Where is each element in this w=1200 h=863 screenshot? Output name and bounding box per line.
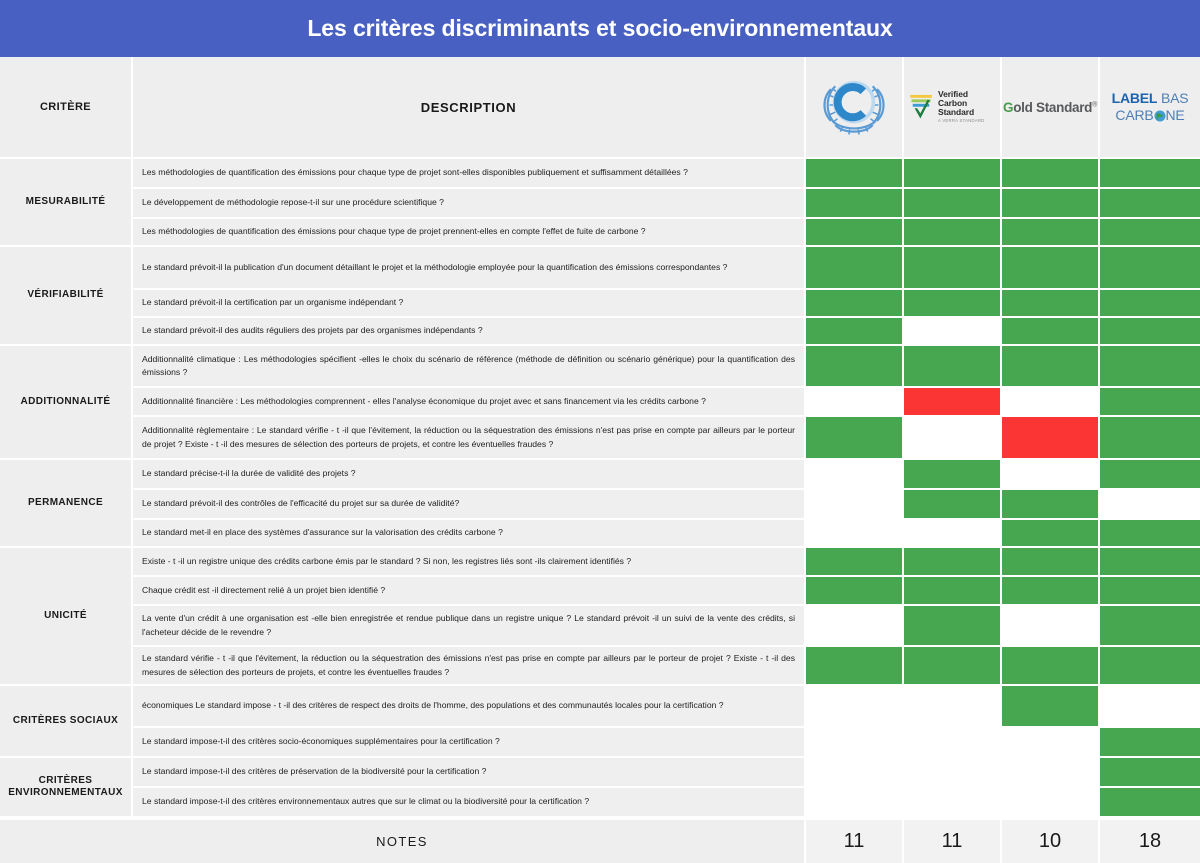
mark-cell-gold[interactable] (1002, 548, 1100, 575)
mark-cell-vcs[interactable] (904, 606, 1002, 645)
criterion-label: PERMANENCE (27, 496, 104, 508)
mark-cell-gold[interactable] (1002, 606, 1100, 645)
verified-carbon-standard-logo (908, 90, 996, 123)
description-cell (133, 290, 806, 316)
mark-cell-lbc[interactable] (1100, 686, 1200, 726)
mark-cell-vcs[interactable] (904, 388, 1002, 415)
mark-cell-lbc[interactable] (1100, 159, 1200, 187)
description-text: Additionnalité règlementaire : Le standard vérifie - t -il que l'évitement, la réduction ou la séquestration des émissions n'est pas prise en compte par ailleurs par le porteur de projet ? Existe - t -il des mesures de sélection des porteurs de projets, et contre les éventuelles fraudes ? (142, 425, 795, 449)
description-cell (133, 490, 806, 518)
description-cell (133, 606, 806, 645)
mark-cell-unfccc[interactable] (806, 520, 904, 546)
table-row (133, 728, 1200, 756)
gold-standard-logo: Gold Standard® (1003, 99, 1097, 115)
description-cell (133, 388, 806, 415)
mark-cell-lbc[interactable] (1100, 577, 1200, 604)
mark-cell-vcs[interactable] (904, 788, 1002, 816)
description-text: Les méthodologies de quantification des émissions pour chaque type de projet prennent-elles en compte l'effet de fuite de carbone ? (142, 226, 646, 237)
mark-cell-unfccc[interactable] (806, 290, 904, 316)
mark-cell-unfccc[interactable] (806, 577, 904, 604)
group-rows (133, 346, 1200, 458)
header-label-description: DESCRIPTION (420, 99, 517, 115)
vcs-wordmark (938, 90, 996, 123)
mark-cell-gold[interactable] (1002, 490, 1100, 518)
unfccc-logo (818, 68, 890, 147)
table-row (133, 388, 1200, 417)
description-cell (133, 219, 806, 245)
mark-cell-vcs[interactable] (904, 647, 1002, 684)
description-text: La vente d'un crédit à une organisation est -elle bien enregistrée et rendue publique dans un registre unique ? Le standard prévoit -il un suivi de la vente des crédits, si l'acheteur décide de le revendre ? (142, 613, 795, 637)
criterion-label: MESURABILITÉ (25, 195, 106, 207)
description-text: Le standard met-il en place des systèmes d'assurance sur la valorisation des crédits carbone ? (142, 527, 503, 538)
mark-cell-vcs[interactable] (904, 577, 1002, 604)
description-cell (133, 520, 806, 546)
mark-cell-vcs[interactable] (904, 346, 1002, 386)
description-text: Additionnalité financière : Les méthodologies comprennent - elles l'analyse économique du projet avec et sans financement via les crédits carbone ? (142, 395, 706, 406)
table-row (133, 490, 1200, 520)
criterion-label: CRITÈRES ENVIRONNEMENTAUX (8, 774, 123, 798)
table-header-row (0, 57, 1200, 159)
mark-cell-gold[interactable] (1002, 417, 1100, 458)
mark-cell-lbc[interactable] (1100, 219, 1200, 245)
vcs-line-2: Standard (938, 107, 975, 118)
mark-cell-unfccc[interactable] (806, 647, 904, 684)
header-cell-criterion (0, 57, 133, 157)
description-text: économiques Le standard impose - t -il des critères de respect des droits de l'homme, des populations et des communautés locales pour la certification ? (142, 700, 724, 711)
mark-cell-unfccc[interactable] (806, 219, 904, 245)
note-number: 11 (941, 830, 963, 852)
description-text: Le développement de méthodologie repose-t-il sur une procédure scientifique ? (142, 197, 444, 208)
mark-cell-gold[interactable] (1002, 247, 1100, 288)
mark-cell-lbc[interactable] (1100, 520, 1200, 546)
description-text: Le standard prévoit-il la certification par un organisme indépendant ? (142, 297, 404, 308)
mark-cell-unfccc[interactable] (806, 417, 904, 458)
description-cell (133, 728, 806, 756)
group-rows (133, 758, 1200, 816)
criterion-label: ADDITIONNALITÉ (20, 395, 111, 407)
mark-cell-gold[interactable] (1002, 189, 1100, 217)
criterion-label-cell (0, 548, 133, 684)
note-number: 10 (1038, 830, 1062, 852)
criteria-group (0, 686, 1200, 758)
mark-cell-vcs[interactable] (904, 758, 1002, 786)
group-rows (133, 159, 1200, 245)
mark-cell-vcs[interactable] (904, 290, 1002, 316)
description-text: Le standard vérifie - t -il que l'évitement, la réduction ou la séquestration des émissions n'est pas prise en compte par ailleurs par le porteur de projet ? Existe - t -il des mesures de sélection des porteurs de projets, et contre les éventuelles fraudes ? (142, 653, 795, 677)
description-text: Le standard impose-t-il des critères de préservation de la biodiversité pour la certification ? (142, 766, 487, 777)
mark-cell-gold[interactable] (1002, 686, 1100, 726)
mark-cell-vcs[interactable] (904, 189, 1002, 217)
table-row (133, 548, 1200, 577)
mark-cell-unfccc[interactable] (806, 189, 904, 217)
mark-cell-unfccc[interactable] (806, 159, 904, 187)
mark-cell-lbc[interactable] (1100, 189, 1200, 217)
mark-cell-lbc[interactable] (1100, 490, 1200, 518)
mark-cell-lbc[interactable] (1100, 548, 1200, 575)
description-cell (133, 417, 806, 458)
criteria-group (0, 460, 1200, 548)
mark-cell-unfccc[interactable] (806, 388, 904, 415)
mark-cell-lbc[interactable] (1100, 290, 1200, 316)
table-row (133, 686, 1200, 728)
mark-cell-vcs[interactable] (904, 520, 1002, 546)
mark-cell-vcs[interactable] (904, 490, 1002, 518)
mark-cell-vcs[interactable] (904, 159, 1002, 187)
mark-cell-lbc[interactable] (1100, 247, 1200, 288)
mark-cell-lbc[interactable] (1100, 788, 1200, 816)
description-text: Le standard impose-t-il des critères socio-économiques supplémentaires pour la certification ? (142, 736, 500, 747)
description-cell (133, 788, 806, 816)
group-rows (133, 460, 1200, 546)
header-cell-gold-standard (1002, 57, 1100, 157)
mark-cell-unfccc[interactable] (806, 788, 904, 816)
mark-cell-vcs[interactable] (904, 247, 1002, 288)
mark-cell-unfccc[interactable] (806, 758, 904, 786)
lbc-line-1: LABEL BAS (1111, 90, 1189, 107)
mark-cell-vcs[interactable] (904, 318, 1002, 344)
description-text: Le standard précise-t-il la durée de validité des projets ? (142, 468, 356, 479)
note-value-gold (1002, 820, 1100, 863)
criterion-label-cell (0, 686, 133, 756)
note-number: 11 (843, 830, 865, 852)
description-cell (133, 318, 806, 344)
mark-cell-gold[interactable] (1002, 788, 1100, 816)
mark-cell-unfccc[interactable] (806, 460, 904, 488)
note-value-lbc (1100, 820, 1200, 863)
table-body (0, 159, 1200, 818)
description-cell (133, 460, 806, 488)
mark-cell-gold[interactable] (1002, 647, 1100, 684)
title-bar (0, 0, 1200, 57)
header-cell-label-bas-carbone (1100, 57, 1200, 157)
mark-cell-lbc[interactable] (1100, 417, 1200, 458)
mark-cell-lbc[interactable] (1100, 728, 1200, 756)
mark-cell-gold[interactable] (1002, 290, 1100, 316)
mark-cell-gold[interactable] (1002, 728, 1100, 756)
table-row (133, 247, 1200, 290)
description-cell (133, 189, 806, 217)
criterion-label: CRITÈRES SOCIAUX (12, 714, 119, 726)
notes-label: NOTES (376, 834, 428, 849)
description-cell (133, 548, 806, 575)
note-number: 18 (1138, 830, 1162, 852)
table-row (133, 159, 1200, 189)
globe-icon (1154, 110, 1166, 122)
description-cell (133, 159, 806, 187)
mark-cell-gold[interactable] (1002, 346, 1100, 386)
mark-cell-gold[interactable] (1002, 758, 1100, 786)
description-cell (133, 686, 806, 726)
description-text: Chaque crédit est -il directement relié à un projet bien identifié ? (142, 585, 386, 596)
criteria-group (0, 758, 1200, 818)
header-cell-description (133, 57, 806, 157)
mark-cell-vcs[interactable] (904, 460, 1002, 488)
description-text: Le standard prévoit-il des contrôles de l'efficacité du projet sur sa durée de validité? (142, 498, 460, 509)
mark-cell-unfccc[interactable] (806, 318, 904, 344)
label-bas-carbone-logo (1112, 90, 1189, 124)
criterion-label-cell (0, 346, 133, 458)
criteria-group (0, 346, 1200, 460)
mark-cell-lbc[interactable] (1100, 606, 1200, 645)
mark-cell-unfccc[interactable] (806, 548, 904, 575)
table-row (133, 318, 1200, 344)
criterion-label: UNICITÉ (44, 609, 87, 621)
description-text: Existe - t -il un registre unique des crédits carbone émis par le standard ? Si non, les registres liés sont -ils clairement identifiés ? (142, 555, 632, 566)
mark-cell-lbc[interactable] (1100, 346, 1200, 386)
table-row (133, 417, 1200, 458)
criterion-label-cell (0, 159, 133, 245)
mark-cell-gold[interactable] (1002, 520, 1100, 546)
description-text: Additionnalité climatique : Les méthodologies spécifient -elles le choix du scénario de référence (méthode de définition ou scénario générique) pour la quantification des émissions ? (142, 353, 795, 377)
group-rows (133, 247, 1200, 344)
note-value-unfccc (806, 820, 904, 863)
notes-label-cell (0, 820, 806, 863)
note-value-vcs (904, 820, 1002, 863)
table-row (133, 758, 1200, 788)
criterion-label-cell (0, 758, 133, 816)
criteria-group (0, 548, 1200, 686)
mark-cell-vcs[interactable] (904, 548, 1002, 575)
vcs-line-3: A VERRA STANDARD (938, 118, 985, 124)
table-row (133, 290, 1200, 318)
criteria-group (0, 247, 1200, 346)
description-cell (133, 577, 806, 604)
mark-cell-gold[interactable] (1002, 577, 1100, 604)
criteria-table (0, 57, 1200, 863)
group-rows (133, 686, 1200, 756)
description-text: Le standard prévoit-il des audits réguliers des projets par des organismes indépendants ? (142, 325, 483, 336)
mark-cell-gold[interactable] (1002, 388, 1100, 415)
table-row (133, 460, 1200, 490)
description-cell (133, 647, 806, 684)
mark-cell-lbc[interactable] (1100, 388, 1200, 415)
mark-cell-unfccc[interactable] (806, 247, 904, 288)
mark-cell-gold[interactable] (1002, 159, 1100, 187)
mark-cell-unfccc[interactable] (806, 490, 904, 518)
mark-cell-lbc[interactable] (1100, 758, 1200, 786)
mark-cell-gold[interactable] (1002, 318, 1100, 344)
mark-cell-lbc[interactable] (1100, 460, 1200, 488)
mark-cell-vcs[interactable] (904, 219, 1002, 245)
table-row (133, 606, 1200, 647)
description-cell (133, 758, 806, 786)
group-rows (133, 548, 1200, 684)
description-cell (133, 346, 806, 386)
criterion-label: VÉRIFIABILITÉ (27, 289, 104, 301)
notes-row (0, 818, 1200, 863)
criterion-label-cell (0, 460, 133, 546)
mark-cell-vcs[interactable] (904, 417, 1002, 458)
description-text: Les méthodologies de quantification des émissions pour chaque type de projet sont-elles disponibles publiquement et suffisamment détaillées ? (142, 167, 688, 178)
page-title: Les critères discriminants et socio-environnementaux (307, 15, 893, 41)
mark-cell-unfccc[interactable] (806, 606, 904, 645)
description-cell (133, 247, 806, 288)
mark-cell-unfccc[interactable] (806, 346, 904, 386)
table-row (133, 219, 1200, 245)
mark-cell-lbc[interactable] (1100, 318, 1200, 344)
mark-cell-lbc[interactable] (1100, 647, 1200, 684)
header-label-criterion: CRITÈRE (39, 101, 92, 113)
description-text: Le standard prévoit-il la publication d'un document détaillant le projet et la méthodologie employée pour la quantification des émissions correspondantes ? (142, 261, 728, 272)
vcs-line-1: Verified Carbon (938, 89, 968, 109)
header-cell-unfccc (806, 57, 904, 157)
mark-cell-unfccc[interactable] (806, 686, 904, 726)
table-row (133, 788, 1200, 816)
header-cell-verified-carbon-standard (904, 57, 1002, 157)
mark-cell-gold[interactable] (1002, 219, 1100, 245)
table-row (133, 520, 1200, 546)
lbc-line-2: CARB NE (1115, 107, 1185, 124)
description-text: Le standard impose-t-il des critères environnementaux autres que sur le climat ou la biodiversité pour la certification ? (142, 796, 590, 807)
criteria-group (0, 159, 1200, 247)
table-row (133, 346, 1200, 388)
mark-cell-vcs[interactable] (904, 686, 1002, 726)
table-row (133, 577, 1200, 606)
table-row (133, 647, 1200, 684)
mark-cell-unfccc[interactable] (806, 728, 904, 756)
criterion-label-cell (0, 247, 133, 344)
table-row (133, 189, 1200, 219)
mark-cell-gold[interactable] (1002, 460, 1100, 488)
mark-cell-vcs[interactable] (904, 728, 1002, 756)
